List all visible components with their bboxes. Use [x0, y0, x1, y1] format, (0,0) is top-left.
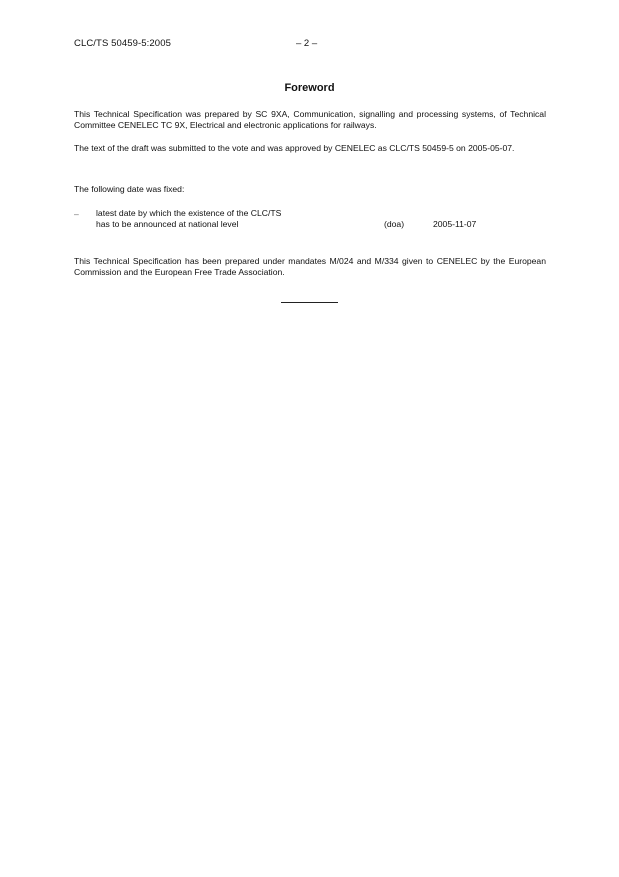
date-item-line-2: has to be announced at national level	[96, 219, 239, 229]
foreword-paragraph-mandates: This Technical Specification has been prepared under mandates M/024 and M/334 given to CENELEC by the European Commission and the European Free Trade Association.	[74, 256, 546, 277]
document-identifier: CLC/TS 50459-5:2005	[74, 38, 171, 49]
foreword-paragraph-date-fixed: The following date was fixed:	[74, 184, 185, 194]
date-item-abbreviation: (doa)	[384, 219, 405, 229]
foreword-title: Foreword	[284, 82, 335, 94]
date-item-line-1: latest date by which the existence of the CLC/TS	[96, 208, 282, 218]
page-number: – 2 –	[296, 38, 318, 49]
list-bullet-dash: –	[74, 209, 79, 219]
foreword-paragraph-approval: The text of the draft was submitted to the vote and was approved by CENELEC as CLC/TS 50459-5 on 2005-05-07.	[74, 143, 515, 153]
foreword-paragraph-prepared-by: This Technical Specification was prepared by SC 9XA, Communication, signalling and processing systems, of Technical Committee CENELEC TC 9X, Electrical and electronic applications for railways.	[74, 109, 546, 130]
end-divider-line	[281, 302, 338, 303]
date-item-date: 2005-11-07	[433, 219, 477, 229]
